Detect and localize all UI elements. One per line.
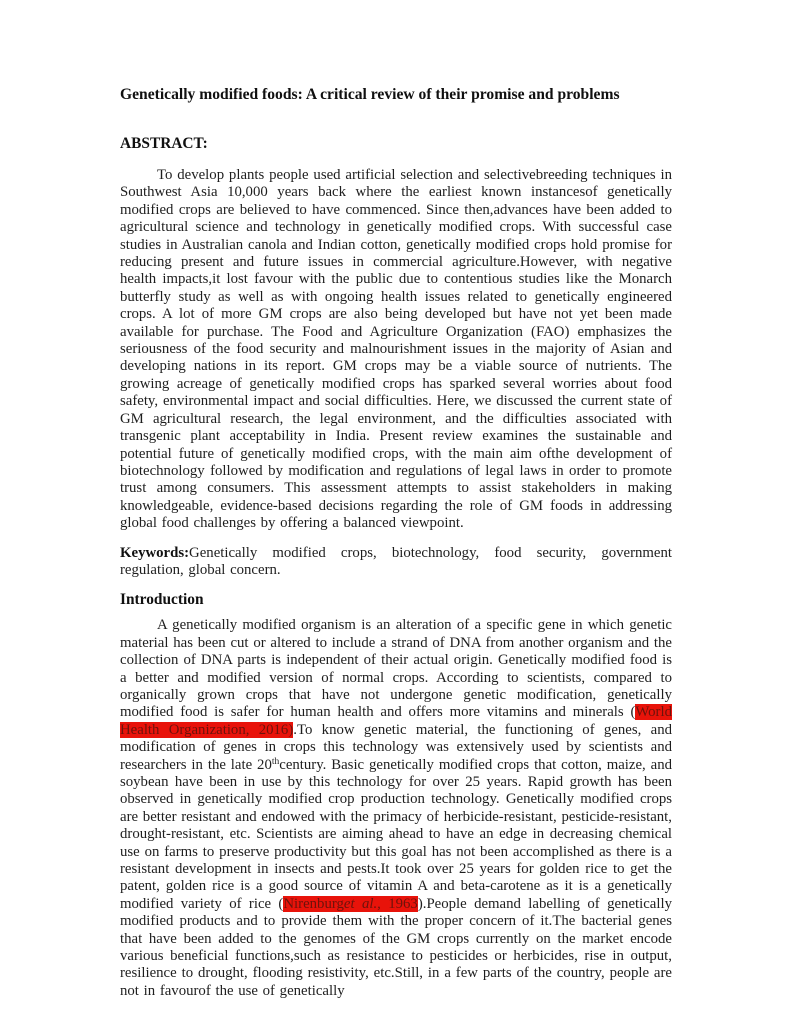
intro-text-4: ).People demand labelling of genetically modified products and to provide them with the proper concern of it.The bacterial genes that have been added to the genomes of the GM crops currently on the market encode various beneficial functions,such as resistance to pesticides or herbicides, rise in output, resilience to drought, flooding resistivity, etc.Still, in a few parts of the country, people are not in favourof the use of genetically	[120, 895, 672, 999]
citation-highlight-who-2016: World Health Organization, 2016)	[120, 704, 672, 738]
intro-text-1: A genetically modified organism is an alteration of a specific gene in which genetic material has been cut or altered to include a strand of DNA from another organism and the collection of DNA parts is independent of their actual origin. Genetically modified food is a better and modified version of normal crops. According to scientists, compared to organically grown crops that have not undergone genetic modification, genetically modified food is safer for human health and offers more vitamins and minerals (	[120, 617, 672, 721]
citation-highlight-nirenburg-1963	[283, 896, 417, 912]
keywords-label: Keywords:	[120, 544, 190, 561]
citation-etal: et al.,	[343, 895, 381, 912]
abstract-paragraph: To develop plants people used artificial selection and selectivebreeding techniques in Southwest Asia 10,000 years back where the earliest known instancesof genetically modified crops are believed to have commenced. Since then,advances have been added to agricultural science and technology in genetically modified crops. With successful case studies in Australian canola and Indian cotton, genetically modified crops hold promise for reducing present and future issues in commercial agriculture.However, with negative health impacts,it lost favour with the public due to contentious studies like the Monarch butterfly study as well as with ongoing health issues related to genetically engineered crops. A lot of more GM crops are also being developed but have not yet been made available for purchase. The Food and Agriculture Organization (FAO) emphasizes the seriousness of the food security and malnourishment issues in the majority of Asian and developing nations in its report. GM crops may be a viable source of nutrients. The growing acreage of genetically modified crops has sparked several worries about food safety, environmental impact and social difficulties. Here, we discussed the current state of GM agricultural research, the legal environment, and the difficulties associated with transgenic plant acceptability in India. Present review examines the sustainable and potential future of genetically modified crops, with the main aim ofthe development of biotechnology followed by modification and regulations of legal laws in order to promote trust among consumers. This assessment attempts to assist stakeholders in making knowledgeable, evidence-based decisions regarding the role of GM foods in addressing global food challenges by offering a balanced viewpoint.	[120, 167, 672, 532]
ordinal-superscript: th	[271, 756, 280, 767]
paper-title: Genetically modified foods: A critical review of their promise and problems	[120, 86, 620, 103]
intro-text-2: .To know genetic material, the functioning of genes, and modification of genes in crops this technology was extensively used by scientists and researchers in the late 20	[120, 721, 672, 773]
citation-year: 1963	[380, 895, 418, 912]
keywords-paragraph	[120, 545, 672, 580]
introduction-heading: Introduction	[120, 591, 204, 609]
intro-text-3: century. Basic genetically modified crops that cotton, maize, and soybean have been in use by this technology for over 25 years. Rapid growth has been observed in genetically modified crop production technology. Genetically modified crops are better resistant and endowed with the primacy of herbicide-resistant, pesticide-resistant, drought-resistant, etc. Scientists are aiming ahead to have an edge in decreasing chemical use on farms to preserve productivity but this goal has not been accomplished as there is a resistant development in insects and pests.It took over 25 years for golden rice to get the patent, golden rice is a good source of vitamin A and beta-carotene as it is a genetically modified variety of rice (	[120, 756, 673, 912]
citation-author: Nirenburg	[283, 895, 344, 912]
introduction-paragraph	[120, 617, 672, 1000]
keywords-text: Genetically modified crops, biotechnology, food security, government regulation, global concern.	[120, 544, 672, 578]
abstract-heading: ABSTRACT:	[120, 135, 208, 152]
